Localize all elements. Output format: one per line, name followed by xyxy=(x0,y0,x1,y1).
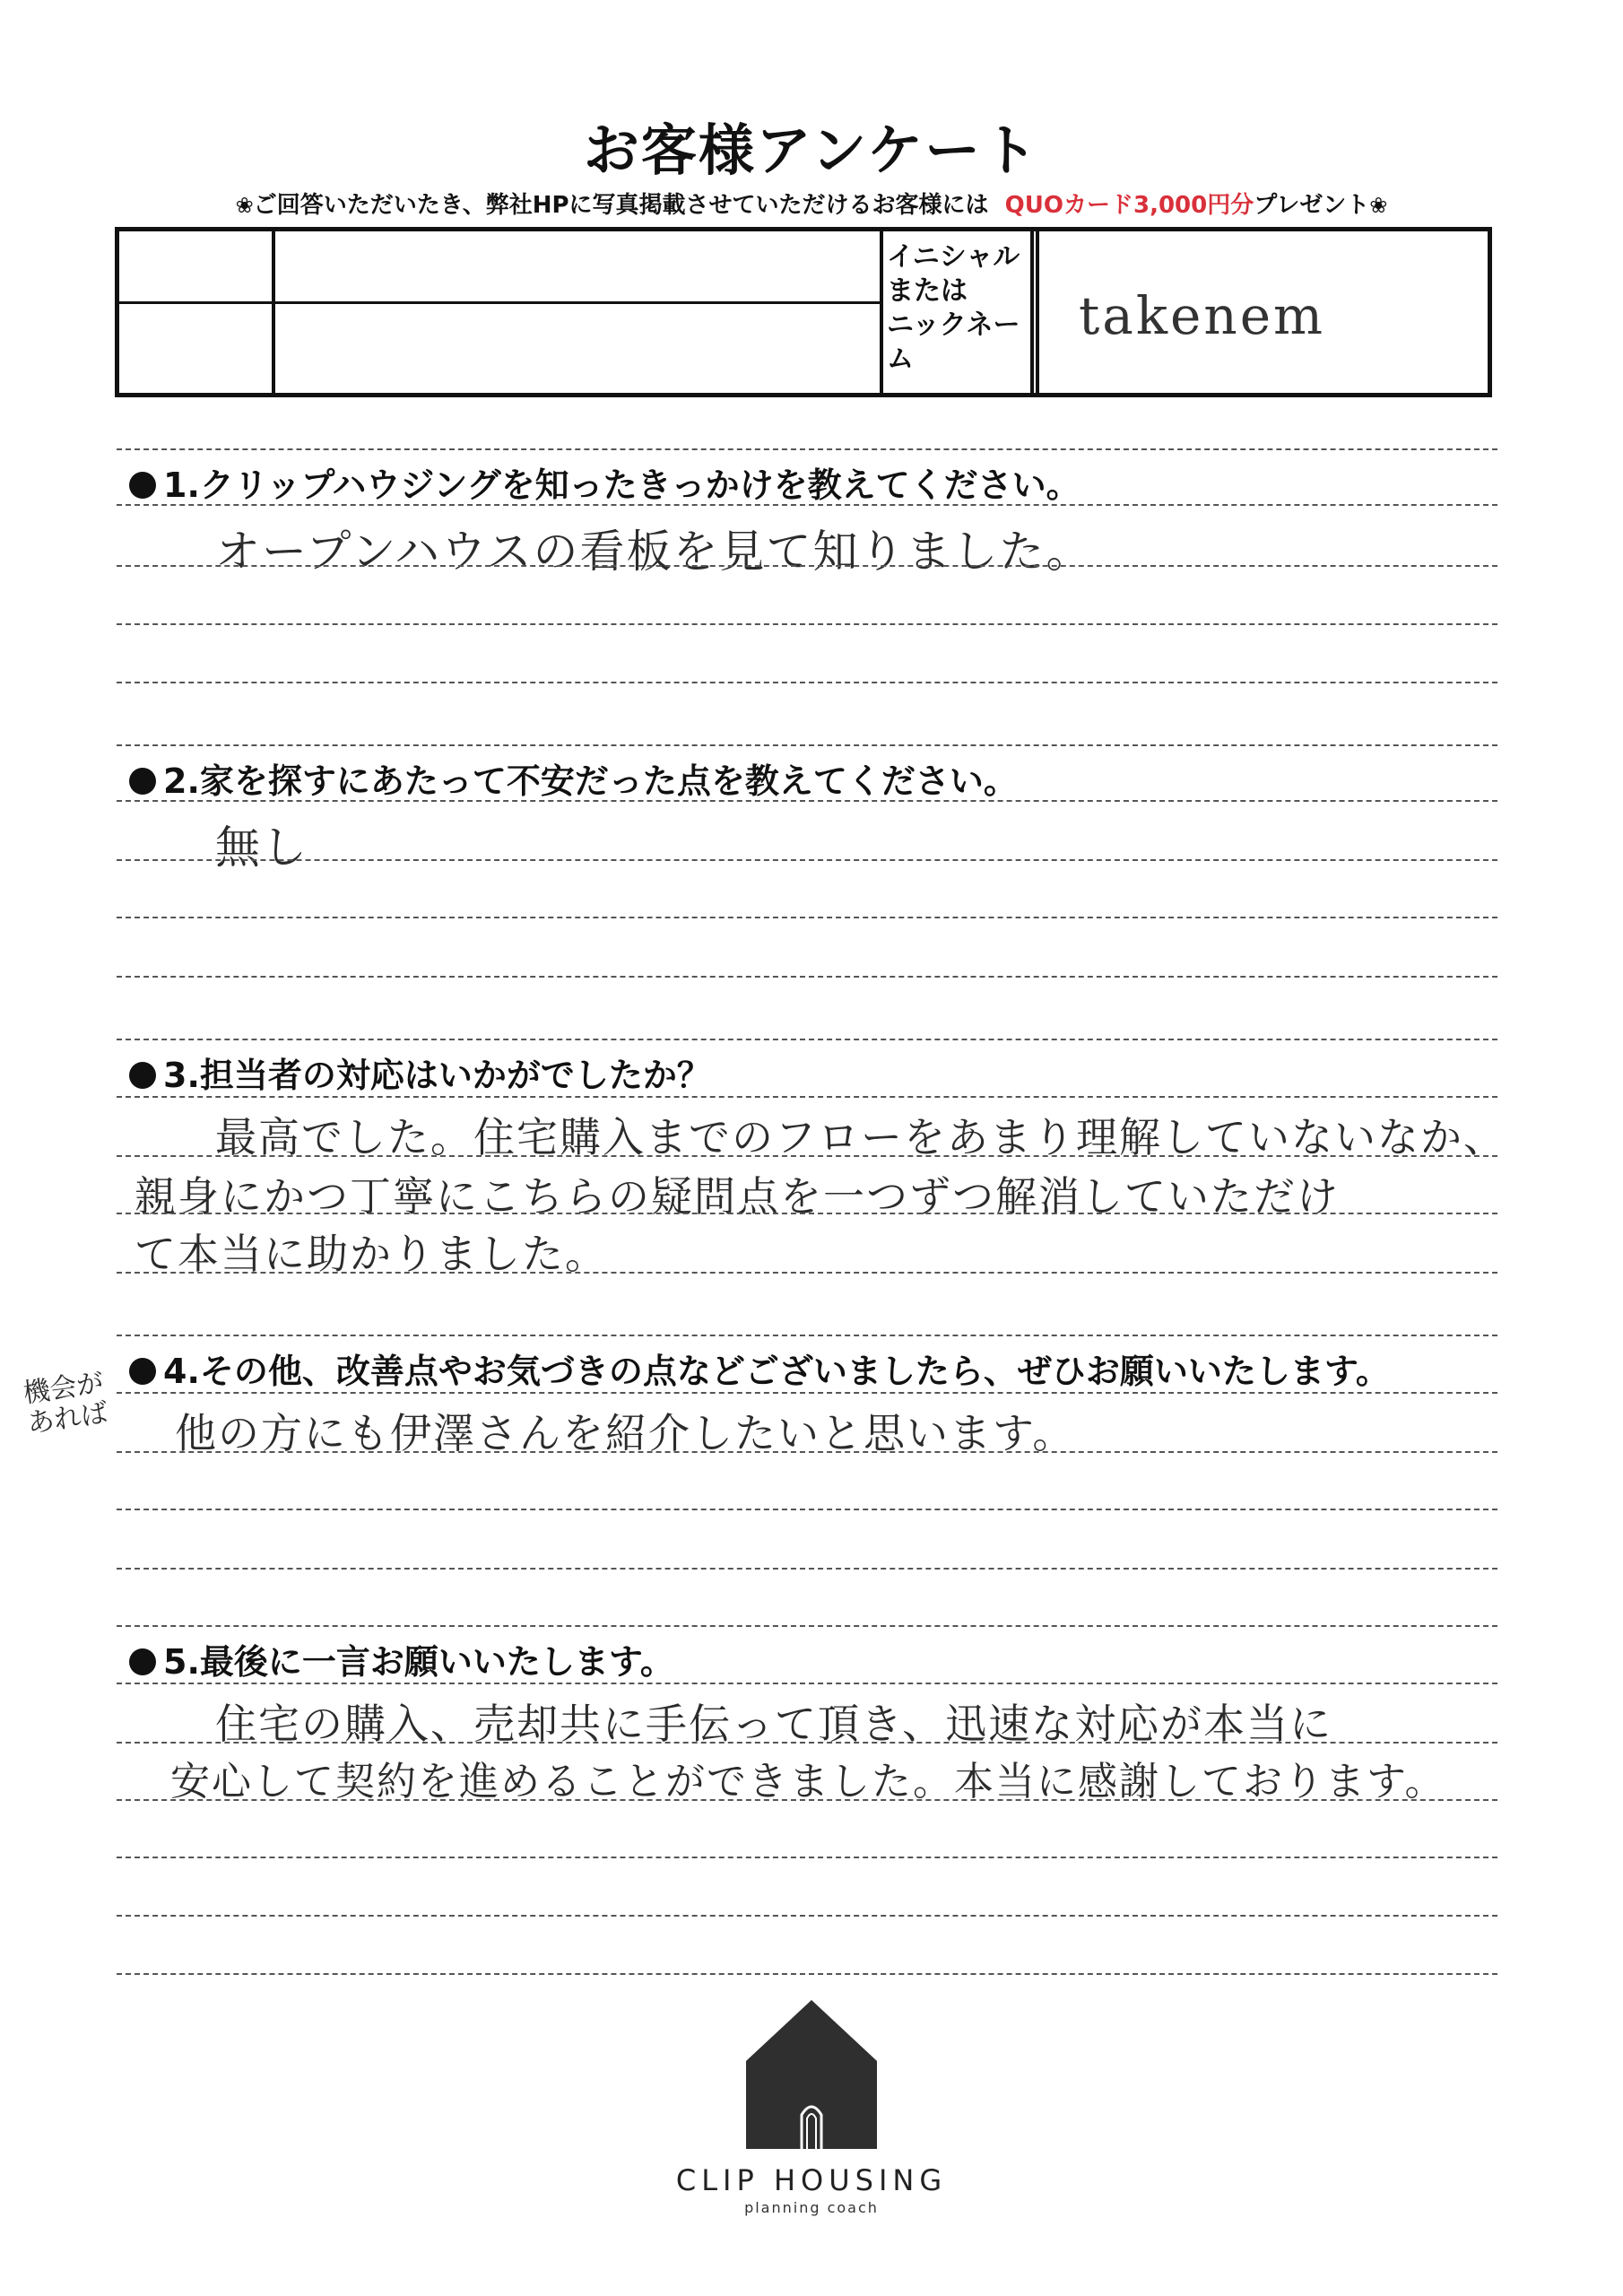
ruled-line xyxy=(117,1683,1497,1684)
table-divider xyxy=(119,301,880,304)
ruled-line xyxy=(117,1625,1497,1627)
ruled-line xyxy=(117,917,1497,918)
table-divider xyxy=(1030,231,1034,393)
ruled-line xyxy=(117,1509,1497,1510)
initial-label: イニシャル または ニックネー ム xyxy=(887,241,1020,375)
ruled-line xyxy=(117,1973,1497,1975)
ruled-line xyxy=(117,976,1497,978)
answer-3-line-2: 親身にかつ丁寧にこちらの疑問点を一つずつ解消していただけ xyxy=(135,1172,1340,1221)
margin-note: 機会があれば xyxy=(21,1367,110,1440)
ruled-line xyxy=(117,800,1497,802)
table-divider xyxy=(1036,231,1039,393)
ruled-line xyxy=(117,1742,1497,1744)
subtitle-suffix: プレゼント xyxy=(1254,192,1370,219)
bullet-icon xyxy=(129,1648,156,1675)
ruled-line xyxy=(117,1392,1497,1394)
bullet-icon xyxy=(129,472,156,499)
ruled-line xyxy=(117,565,1497,567)
bullet-icon xyxy=(129,1358,156,1385)
house-icon xyxy=(744,1998,879,2151)
subtitle-highlight: QUOカード3,000円分 xyxy=(1004,192,1254,219)
answer-3-line-1: 最高でした。住宅購入までのフローをあまり理解していないなか、 xyxy=(215,1113,1506,1161)
info-table xyxy=(115,227,1492,397)
ruled-line xyxy=(117,859,1497,861)
ruled-line xyxy=(117,682,1497,683)
ruled-line xyxy=(117,1799,1497,1801)
ruled-line xyxy=(117,1039,1497,1040)
ruled-line xyxy=(117,1213,1497,1214)
ruled-line xyxy=(117,1096,1497,1098)
flower-icon: ❀ xyxy=(235,193,254,218)
table-divider xyxy=(272,231,275,393)
flower-icon: ❀ xyxy=(1369,193,1388,218)
question-2: 2.家を探すにあたって不安だった点を教えてください。 xyxy=(129,753,1018,803)
answer-5-line-1: 住宅の購入、売却共に手伝って頂き、迅速な対応が本当に xyxy=(215,1700,1333,1748)
ruled-line xyxy=(117,1857,1497,1858)
ruled-line xyxy=(117,1155,1497,1157)
page-title: お客様アンケート xyxy=(583,117,1040,183)
answer-3-line-3: て本当に助かりました。 xyxy=(135,1230,608,1278)
ruled-line xyxy=(117,1272,1497,1274)
ruled-line xyxy=(117,1915,1497,1917)
subtitle-prefix: ご回答いただいたき、弊社HPに写真掲載させていただけるお客様には xyxy=(253,192,989,219)
subtitle xyxy=(0,187,1623,220)
table-divider xyxy=(880,231,883,393)
ruled-line xyxy=(117,623,1497,625)
logo-name: CLIP HOUSING xyxy=(675,2163,948,2197)
question-3: 3.担当者の対応はいかがでしたか？ xyxy=(129,1048,711,1097)
ruled-line xyxy=(117,504,1497,506)
answer-2: 無し xyxy=(215,822,308,874)
ruled-line xyxy=(117,448,1497,450)
company-logo xyxy=(0,1998,1623,2216)
ruled-line xyxy=(117,1335,1497,1336)
ruled-line xyxy=(117,1568,1497,1570)
logo-tagline: planning coach xyxy=(744,2199,879,2216)
ruled-line xyxy=(117,1451,1497,1453)
question-4: 4.その他、改善点やお気づきの点などございましたら、ぜひお願いいたします。 xyxy=(129,1344,1390,1393)
question-5: 5.最後に一言お願いいたします。 xyxy=(129,1634,674,1683)
answer-5-line-2: 安心して契約を進めることができました。本当に感謝しております。 xyxy=(170,1759,1446,1805)
answer-4: 他の方にも伊澤さんを紹介したいと思います。 xyxy=(175,1409,1076,1457)
ruled-line xyxy=(117,744,1497,746)
initial-value: takenem xyxy=(1079,285,1326,346)
bullet-icon xyxy=(129,768,156,795)
question-1: 1.クリップハウジングを知ったきっかけを教えてください。 xyxy=(129,457,1081,507)
bullet-icon xyxy=(129,1062,156,1089)
answer-1: オープンハウスの看板を見て知りました。 xyxy=(215,526,1093,578)
